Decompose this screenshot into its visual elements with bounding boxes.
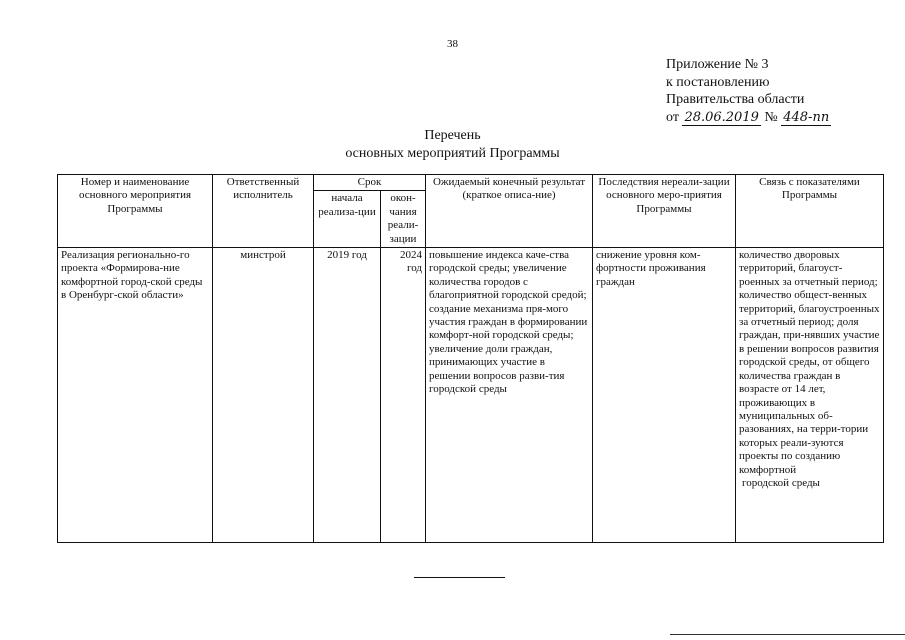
cell-start: 2019 год bbox=[314, 248, 381, 543]
from-label: от bbox=[666, 109, 679, 125]
cell-expected-result: повышение индекса каче-ства городской среды; увеличение количества городов с благоприятной городской средой; создание механизма пря-мого участия граждан в формировании комфорт-ной городской среды; увеличение доли граждан, принимающих участие в решении вопросов разви-тия городской среды bbox=[426, 248, 593, 543]
header-expected-result: Ожидаемый конечный результат (краткое описа-ние) bbox=[426, 175, 593, 248]
title-line-2: основных мероприятий Программы bbox=[345, 146, 560, 161]
page-number: 38 bbox=[447, 38, 458, 50]
appendix-line-2: к постановлению bbox=[666, 74, 770, 90]
cell-end-unit: год bbox=[406, 262, 422, 275]
header-executor: Ответственный исполнитель bbox=[213, 175, 314, 248]
header-term: Срок bbox=[314, 175, 426, 191]
header-consequences: Последствия нереали-зации основного меро-приятия Программы bbox=[593, 175, 736, 248]
cell-consequences: снижение уровня ком-фортности проживания граждан bbox=[593, 248, 736, 543]
header-activity-name: Номер и наименование основного мероприятия Программы bbox=[58, 175, 213, 248]
document-title bbox=[0, 127, 905, 163]
appendix-line-1: Приложение № 3 bbox=[666, 57, 769, 72]
cell-executor: минстрой bbox=[213, 248, 314, 543]
activities-table bbox=[57, 174, 884, 543]
cell-end-year: 2024 bbox=[400, 249, 422, 262]
title-line-1: Перечень bbox=[424, 128, 481, 143]
handwritten-date: 28.06.2019 bbox=[684, 109, 759, 125]
handwritten-number: 448-пп bbox=[783, 109, 830, 125]
appendix-date-line bbox=[666, 109, 831, 127]
header-indicators: Связь с показателями Программы bbox=[736, 175, 884, 248]
cell-indicators-tail: городской среды bbox=[742, 476, 820, 489]
header-term-start: начала реализа-ции bbox=[314, 191, 381, 248]
table-row bbox=[58, 248, 884, 543]
appendix-header bbox=[666, 56, 831, 126]
cell-indicators-text: количество дворовых территорий, благоуст-роенных за отчетный период; количество общест-венных территорий, благоустроенных за отчетный период; доля граждан, при-нявших участие в решении вопросов развития городской среды, от общего количества граждан в возрасте от 14 лет, проживающих в муниципальных об-разованиях, на терри-тории которых реали-зуются проекты по созданию комфортной bbox=[739, 249, 880, 476]
cell-indicators bbox=[736, 248, 884, 543]
number-label: № bbox=[764, 109, 778, 125]
appendix-line-3: Правительства области bbox=[666, 92, 805, 107]
header-term-end: окон-чания реали-зации bbox=[381, 191, 426, 248]
separator-line bbox=[414, 577, 505, 578]
table-header-row bbox=[58, 175, 884, 191]
corner-line bbox=[670, 634, 905, 635]
cell-activity-name: Реализация регионально-го проекта «Формирова-ние комфортной город-ской среды в Оренбург-ской области» bbox=[58, 248, 213, 543]
cell-end bbox=[381, 248, 426, 543]
